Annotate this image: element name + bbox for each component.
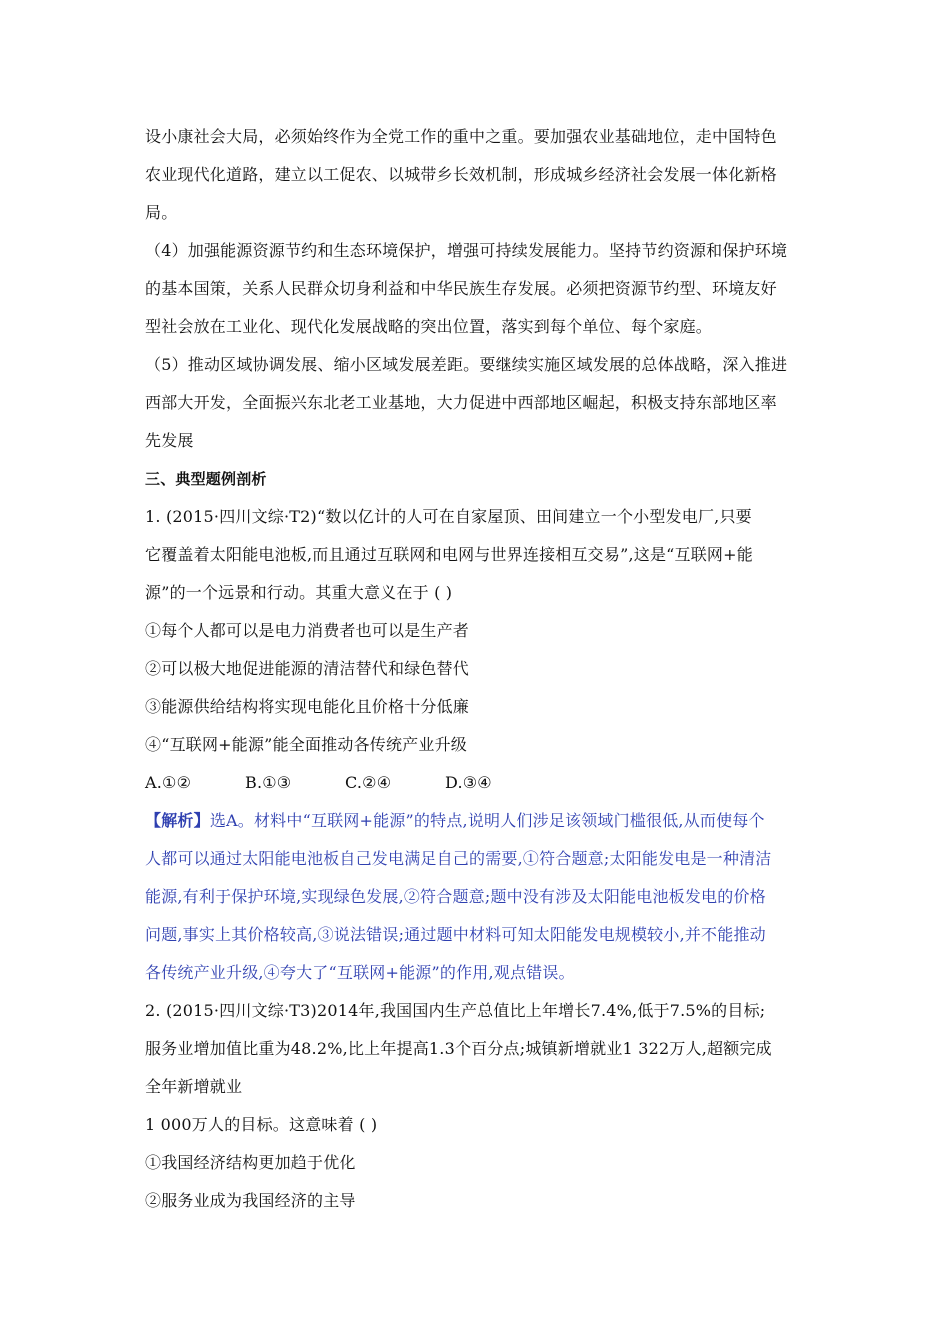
question-1-line: 1. (2015·四川文综·T2)“数以亿计的人可在自家屋顶、田间建立一个小型发电厂,只要 bbox=[145, 507, 752, 526]
body-line: 局。 bbox=[145, 203, 178, 222]
question-1-statement: ③能源供给结构将实现电能化且价格十分低廉 bbox=[145, 697, 470, 716]
question-1-line: 它覆盖着太阳能电池板,而且通过互联网和电网与世界连接相互交易”,这是“互联网+能 bbox=[145, 545, 753, 564]
body-line: （4）加强能源资源节约和生态环境保护，增强可持续发展能力。坚持节约资源和保护环境 bbox=[145, 241, 788, 260]
section-title: 三、典型题例剖析 bbox=[145, 470, 267, 488]
analysis-line: 能源,有利于保护环境,实现绿色发展,②符合题意;题中没有涉及太阳能电池板发电的价格 bbox=[145, 887, 766, 906]
body-line: （5）推动区域协调发展、缩小区域发展差距。要继续实施区域发展的总体战略，深入推进 bbox=[145, 355, 788, 374]
document-body bbox=[145, 118, 810, 1220]
question-1-statement: ②可以极大地促进能源的清洁替代和绿色替代 bbox=[145, 659, 470, 678]
question-1-statement: ④“互联网+能源”能全面推动各传统产业升级 bbox=[145, 735, 467, 754]
option-d: D.③④ bbox=[445, 773, 492, 792]
analysis-line: 各传统产业升级,④夸大了“互联网+能源”的作用,观点错误。 bbox=[145, 963, 575, 982]
analysis-line bbox=[145, 802, 810, 840]
question-2-line: 服务业增加值比重为48.2%,比上年提高1.3个百分点;城镇新增就业1 322万人,超额完成 bbox=[145, 1039, 772, 1058]
question-1-options bbox=[145, 764, 810, 802]
option-c: C.②④ bbox=[345, 773, 392, 792]
question-2-statement: ①我国经济结构更加趋于优化 bbox=[145, 1153, 356, 1172]
body-line: 型社会放在工业化、现代化发展战略的突出位置，落实到每个单位、每个家庭。 bbox=[145, 317, 713, 336]
analysis-text: 选A。材料中“互联网+能源”的特点,说明人们涉足该领域门槛很低,从而使每个 bbox=[209, 811, 765, 830]
analysis-line: 问题,事实上其价格较高,③说法错误;通过题中材料可知太阳能发电规模较小,并不能推动 bbox=[145, 925, 766, 944]
question-1-line: 源”的一个远景和行动。其重大意义在于 ( ) bbox=[145, 583, 453, 602]
question-1-statement: ①每个人都可以是电力消费者也可以是生产者 bbox=[145, 621, 470, 640]
body-line: 的基本国策，关系人民群众切身利益和中华民族生存发展。必须把资源节约型、环境友好 bbox=[145, 279, 777, 298]
question-2-statement: ②服务业成为我国经济的主导 bbox=[145, 1191, 356, 1210]
body-line: 农业现代化道路，建立以工促农、以城带乡长效机制，形成城乡经济社会发展一体化新格 bbox=[145, 165, 777, 184]
question-2-line: 1 000万人的目标。这意味着 ( ) bbox=[145, 1115, 378, 1134]
option-a: A.①② bbox=[145, 773, 192, 792]
question-2-line: 2. (2015·四川文综·T3)2014年,我国国内生产总值比上年增长7.4%,低于7.5%的目标; bbox=[145, 1001, 766, 1020]
option-b: B.①③ bbox=[245, 773, 292, 792]
body-line: 西部大开发，全面振兴东北老工业基地，大力促进中西部地区崛起，积极支持东部地区率 bbox=[145, 393, 777, 412]
analysis-line: 人都可以通过太阳能电池板自己发电满足自己的需要,①符合题意;太阳能发电是一种清洁 bbox=[145, 849, 772, 868]
body-line: 先发展 bbox=[145, 431, 194, 450]
analysis-tag: 【解析】 bbox=[145, 811, 210, 830]
body-line: 设小康社会大局，必须始终作为全党工作的重中之重。要加强农业基础地位，走中国特色 bbox=[145, 127, 777, 146]
question-2-line: 全年新增就业 bbox=[145, 1077, 243, 1096]
